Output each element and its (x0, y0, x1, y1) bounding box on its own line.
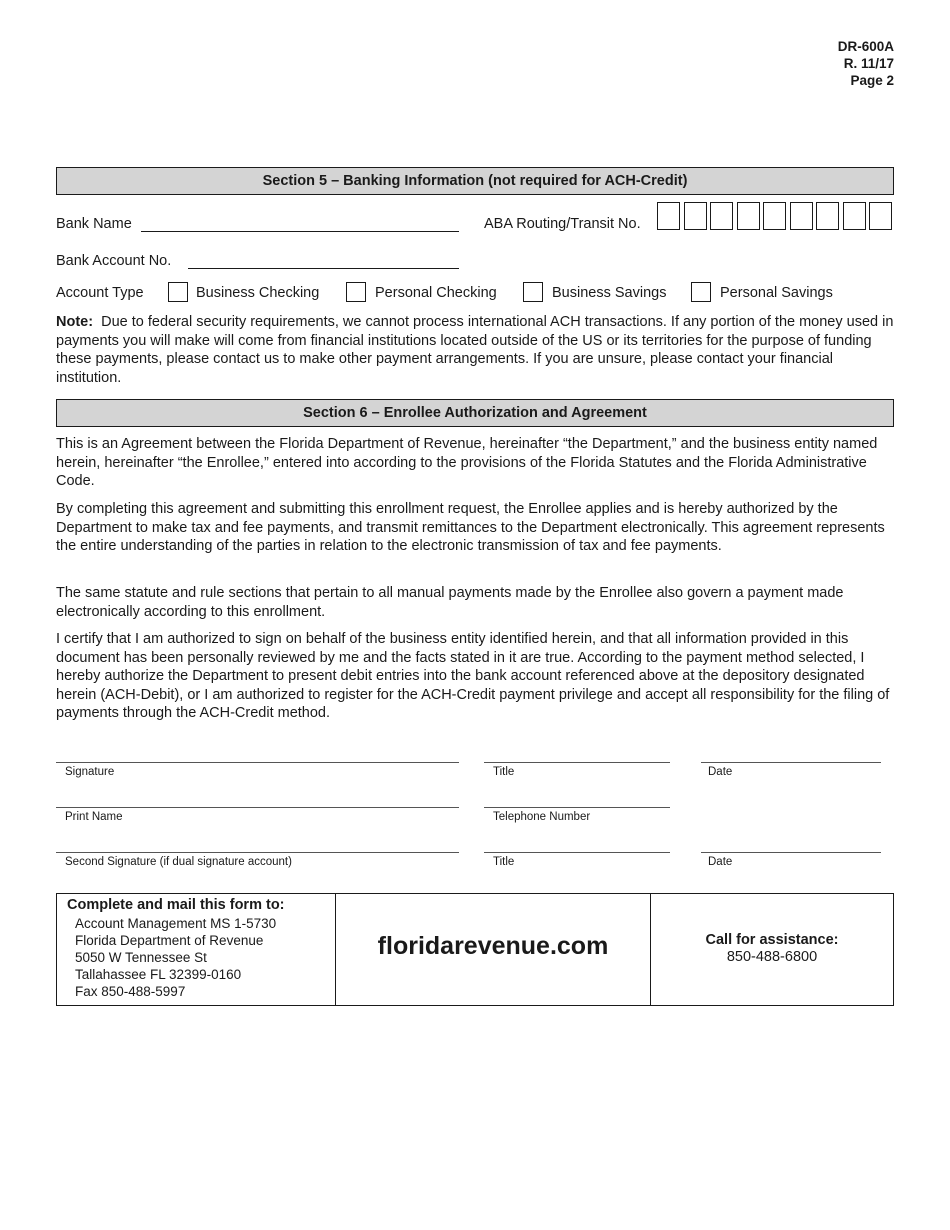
bank-account-field[interactable] (188, 268, 459, 269)
date2-line[interactable] (701, 852, 881, 853)
signature-label: Signature (65, 766, 115, 778)
assistance-block (651, 932, 893, 965)
address-line-3: 5050 W Tennessee St (75, 950, 207, 965)
personal-checking-label: Personal Checking (375, 285, 497, 301)
aba-digit-box-6[interactable] (790, 202, 813, 230)
account-type-label: Account Type (56, 285, 144, 301)
print-name-label: Print Name (65, 811, 123, 823)
agreement-paragraph-4: I certify that I am authorized to sign on behalf of the business entity identified herein, and that all information provided in this document has been personally reviewed by me and the facts stated in it are true. According to the payment method selected, I hereby authorize the Department to present debit entries into the bank account referenced above at the depository designated herein (ACH-Debit), or I am authorized to register for the ACH-Credit payment privilege and accept all responsibility for the filing of payments through the ACH-Credit method. (56, 631, 890, 722)
assistance-phone: 850-488-6800 (726, 949, 818, 965)
business-checking-checkbox[interactable] (168, 282, 188, 302)
mailing-address (75, 915, 276, 1000)
aba-digit-box-8[interactable] (843, 202, 866, 230)
aba-routing-label: ABA Routing/Transit No. (484, 216, 641, 232)
address-line-1: Account Management MS 1-5730 (75, 916, 277, 931)
business-savings-checkbox[interactable] (523, 282, 543, 302)
business-checking-label: Business Checking (196, 285, 320, 301)
title-label: Title (493, 766, 515, 778)
aba-digit-box-4[interactable] (737, 202, 760, 230)
form-header (838, 38, 894, 89)
title2-line[interactable] (484, 852, 670, 853)
aba-digit-box-3[interactable] (710, 202, 733, 230)
address-line-4: Tallahassee FL 32399-0160 (75, 967, 242, 982)
telephone-line[interactable] (484, 807, 670, 808)
date-line[interactable] (701, 762, 881, 763)
form-revision: R. 11/17 (843, 56, 894, 71)
bank-account-label: Bank Account No. (56, 253, 172, 269)
note-text: Due to federal security requirements, we cannot process international ACH transactions. If any portion of the money used in payments you will make will come from financial institutions located outside of the US or its territories for the purpose of funding these payments, please contact us to make other payment arrangements. If you are unsure, please contact your financial institution. (56, 314, 894, 386)
section6-title: Section 6 – Enrollee Authorization and Agreement (56, 399, 894, 427)
date2-label: Date (708, 856, 733, 868)
title2-label: Title (493, 856, 515, 868)
personal-savings-checkbox[interactable] (691, 282, 711, 302)
mail-heading: Complete and mail this form to: (67, 897, 285, 913)
website-link[interactable]: floridarevenue.com (377, 932, 609, 960)
page-number: Page 2 (850, 73, 894, 88)
assistance-heading: Call for assistance: (705, 932, 839, 948)
date-label: Date (708, 766, 733, 778)
second-signature-line[interactable] (56, 852, 459, 853)
agreement-paragraph-3: The same statute and rule sections that pertain to all manual payments made by the Enrollee also govern a payment made electronically according to this enrollment. (56, 585, 844, 620)
bank-name-field[interactable] (141, 231, 459, 232)
agreement-paragraph-1: This is an Agreement between the Florida Department of Revenue, hereinafter “the Department,” and the business entity named herein, hereinafter “the Enrollee,” entered into according to the provisions of the Florida Statutes and the Florida Administrative Code. (56, 436, 878, 490)
address-line-2: Florida Department of Revenue (75, 933, 264, 948)
note-label: Note: (56, 314, 94, 330)
business-savings-label: Business Savings (552, 285, 667, 301)
telephone-label: Telephone Number (493, 811, 591, 823)
bank-name-label: Bank Name (56, 216, 132, 232)
aba-digit-box-5[interactable] (763, 202, 786, 230)
personal-checking-checkbox[interactable] (346, 282, 366, 302)
second-signature-label: Second Signature (if dual signature account) (65, 856, 292, 868)
agreement-paragraph-2: By completing this agreement and submitting this enrollment request, the Enrollee applies and is hereby authorized by the Department to make tax and fee payments, and transmit remittances to the Department electronically. This agreement represents the entire understanding of the parties in relation to the electronic transmission of tax and fee payments. (56, 501, 885, 555)
fax-line: Fax 850-488-5997 (75, 984, 186, 999)
signature-line[interactable] (56, 762, 459, 763)
aba-digit-box-7[interactable] (816, 202, 839, 230)
footer-box (56, 893, 894, 1006)
print-name-line[interactable] (56, 807, 459, 808)
aba-digit-box-2[interactable] (684, 202, 707, 230)
form-id: DR-600A (837, 39, 894, 54)
section5-title: Section 5 – Banking Information (not required for ACH-Credit) (56, 167, 894, 195)
aba-digit-box-9[interactable] (869, 202, 892, 230)
title-line[interactable] (484, 762, 670, 763)
aba-digit-box-1[interactable] (657, 202, 680, 230)
security-note (56, 313, 896, 387)
personal-savings-label: Personal Savings (720, 285, 833, 301)
